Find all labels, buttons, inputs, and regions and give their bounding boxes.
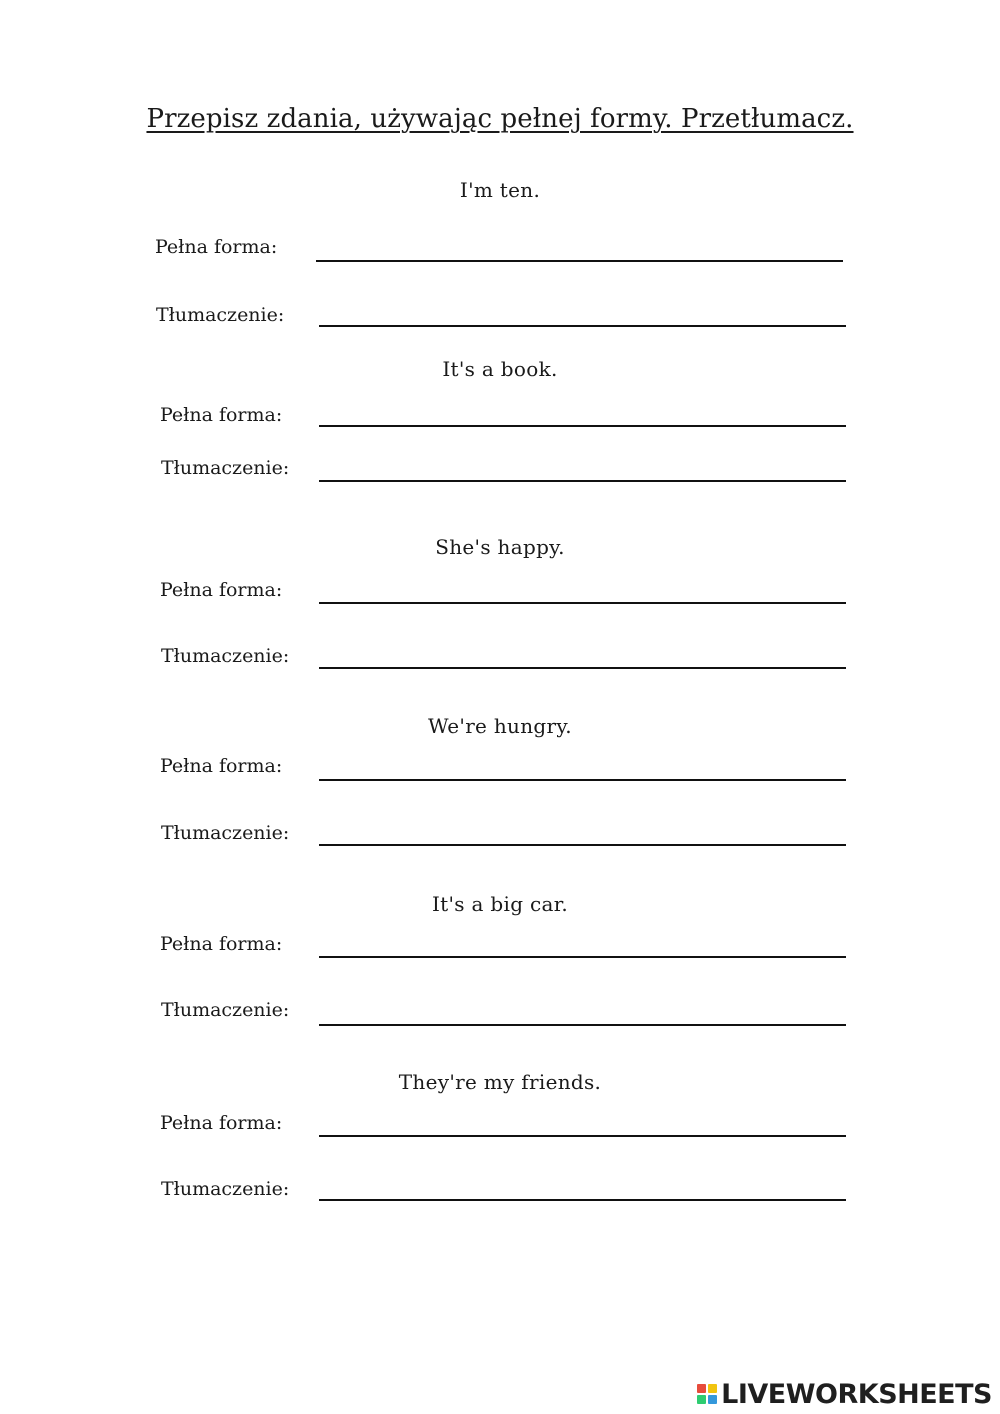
sentence-1: I'm ten. bbox=[459, 178, 541, 202]
translation-label-3: Tłumaczenie: bbox=[161, 645, 290, 667]
logo-square-red bbox=[697, 1384, 706, 1393]
full-form-label-2: Pełna forma: bbox=[160, 404, 283, 426]
sentence-3: She's happy. bbox=[435, 535, 565, 559]
logo-square-blue bbox=[708, 1395, 717, 1404]
translation-label-4: Tłumaczenie: bbox=[161, 822, 290, 844]
translation-input-6[interactable] bbox=[319, 1199, 846, 1201]
logo-square-green bbox=[697, 1395, 706, 1404]
full-form-input-5[interactable] bbox=[319, 956, 846, 958]
sentence-5: It's a big car. bbox=[431, 892, 569, 916]
sentence-4: We're hungry. bbox=[428, 714, 572, 738]
full-form-label-5: Pełna forma: bbox=[160, 933, 283, 955]
full-form-input-2[interactable] bbox=[319, 425, 846, 427]
liveworksheets-logo bbox=[697, 1380, 992, 1408]
full-form-label-1: Pełna forma: bbox=[155, 236, 278, 258]
full-form-label-3: Pełna forma: bbox=[160, 579, 283, 601]
translation-input-5[interactable] bbox=[319, 1024, 846, 1026]
translation-input-1[interactable] bbox=[319, 325, 846, 327]
logo-text: LIVEWORKSHEETS bbox=[721, 1378, 992, 1410]
liveworksheets-logo-icon bbox=[697, 1384, 717, 1404]
page-title: Przepisz zdania, używając pełnej formy. Przetłumacz. bbox=[146, 104, 854, 134]
full-form-input-1[interactable] bbox=[316, 260, 843, 262]
full-form-label-6: Pełna forma: bbox=[160, 1112, 283, 1134]
sentence-2: It's a book. bbox=[442, 357, 558, 381]
translation-input-4[interactable] bbox=[319, 844, 846, 846]
full-form-input-4[interactable] bbox=[319, 779, 846, 781]
translation-label-1: Tłumaczenie: bbox=[156, 304, 285, 326]
full-form-label-4: Pełna forma: bbox=[160, 755, 283, 777]
full-form-input-3[interactable] bbox=[319, 602, 846, 604]
translation-label-6: Tłumaczenie: bbox=[161, 1178, 290, 1200]
sentence-6: They're my friends. bbox=[398, 1070, 602, 1094]
translation-input-2[interactable] bbox=[319, 480, 846, 482]
translation-label-2: Tłumaczenie: bbox=[161, 457, 290, 479]
logo-square-yellow bbox=[708, 1384, 717, 1393]
translation-label-5: Tłumaczenie: bbox=[161, 999, 290, 1021]
full-form-input-6[interactable] bbox=[319, 1135, 846, 1137]
translation-input-3[interactable] bbox=[319, 667, 846, 669]
